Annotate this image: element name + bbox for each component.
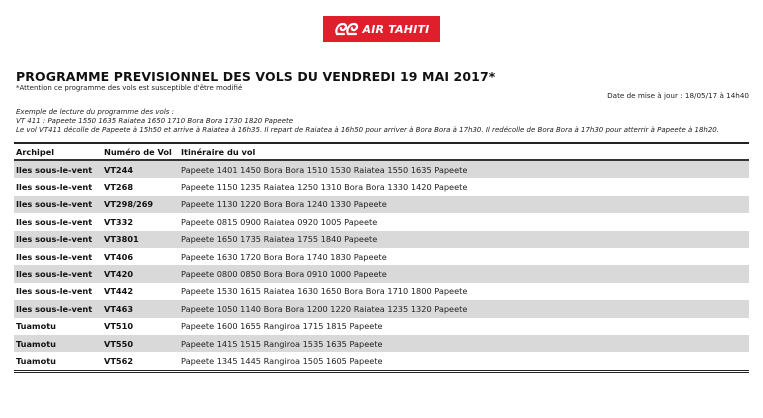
- archipel-cell: Tuamotu: [16, 355, 56, 366]
- table-row: [14, 160, 749, 178]
- air-tahiti-logo-mark-icon: [334, 21, 360, 37]
- itinerary-cell: Papeete 1130 1220 Bora Bora 1240 1330 Papeete: [181, 199, 387, 210]
- archipel-cell: Iles sous-le-vent: [16, 234, 93, 245]
- flight-number-cell: VT463: [104, 303, 134, 314]
- page-title: PROGRAMME PREVISIONNEL DES VOLS DU VENDREDI 19 MAI 2017*: [16, 69, 496, 84]
- table-row: [14, 213, 749, 230]
- column-header-itinerary: Itinéraire du vol: [181, 146, 256, 157]
- flight-number-cell: VT550: [104, 338, 134, 349]
- itinerary-cell: Papeete 0815 0900 Raiatea 0920 1005 Papeete: [181, 216, 378, 227]
- column-header-archipel: Archipel: [16, 146, 55, 157]
- flight-number-cell: VT298/269: [104, 199, 154, 210]
- archipel-cell: Iles sous-le-vent: [16, 182, 93, 193]
- flight-number-cell: VT268: [104, 182, 134, 193]
- table-row: [14, 265, 749, 282]
- table-row: [14, 335, 749, 352]
- example-heading: Exemple de lecture du programme des vols :: [16, 108, 174, 116]
- itinerary-cell: Papeete 0800 0850 Bora Bora 0910 1000 Papeete: [181, 269, 387, 280]
- flight-number-cell: VT420: [104, 269, 134, 280]
- column-header-flight-number: Numéro de Vol: [104, 146, 172, 157]
- archipel-cell: Iles sous-le-vent: [16, 303, 93, 314]
- archipel-cell: Iles sous-le-vent: [16, 251, 93, 262]
- disclaimer-note: *Attention ce programme des vols est susceptible d'être modifié: [16, 84, 243, 92]
- example-explanation: Le vol VT411 décolle de Papeete à 15h50 et arrive à Raiatea à 16h35. Il repart de Raiatea à 16h50 pour arriver à Bora Bora à 17h30. Il redécolle de Bora Bora à 17h30 pour atterrir à Papeete à 18h20.: [16, 126, 719, 134]
- archipel-cell: Iles sous-le-vent: [16, 164, 93, 175]
- table-row: [14, 283, 749, 300]
- archipel-cell: Iles sous-le-vent: [16, 199, 93, 210]
- archipel-cell: Iles sous-le-vent: [16, 286, 93, 297]
- table-row: [14, 248, 749, 265]
- table-row: [14, 300, 749, 317]
- logo-text: AIR TAHITI: [362, 22, 430, 36]
- table-row: [14, 352, 749, 371]
- flight-number-cell: VT510: [104, 321, 134, 332]
- flight-number-cell: VT562: [104, 355, 134, 366]
- example-itinerary: VT 411 : Papeete 1550 1635 Raiatea 1650 1710 Bora Bora 1730 1820 Papeete: [16, 117, 294, 125]
- flight-number-cell: VT442: [104, 286, 134, 297]
- table-row: [14, 196, 749, 213]
- itinerary-cell: Papeete 1401 1450 Bora Bora 1510 1530 Raiatea 1550 1635 Papeete: [181, 164, 468, 175]
- flight-schedule-table: [14, 142, 749, 373]
- archipel-cell: Iles sous-le-vent: [16, 216, 93, 227]
- archipel-cell: Tuamotu: [16, 338, 56, 349]
- archipel-cell: Iles sous-le-vent: [16, 269, 93, 280]
- itinerary-cell: Papeete 1650 1735 Raiatea 1755 1840 Papeete: [181, 234, 378, 245]
- itinerary-cell: Papeete 1150 1235 Raiatea 1250 1310 Bora Bora 1330 1420 Papeete: [181, 182, 468, 193]
- flight-number-cell: VT332: [104, 216, 134, 227]
- flight-number-cell: VT3801: [104, 234, 139, 245]
- itinerary-cell: Papeete 1530 1615 Raiatea 1630 1650 Bora Bora 1710 1800 Papeete: [181, 286, 468, 297]
- flight-number-cell: VT244: [104, 164, 134, 175]
- itinerary-cell: Papeete 1345 1445 Rangiroa 1505 1605 Papeete: [181, 355, 383, 366]
- itinerary-cell: Papeete 1415 1515 Rangiroa 1535 1635 Papeete: [181, 338, 383, 349]
- table-row: [14, 318, 749, 335]
- table-row: [14, 231, 749, 248]
- table-header-row: [14, 143, 749, 160]
- reading-example: [16, 108, 719, 135]
- archipel-cell: Tuamotu: [16, 321, 56, 332]
- itinerary-cell: Papeete 1050 1140 Bora Bora 1200 1220 Raiatea 1235 1320 Papeete: [181, 303, 468, 314]
- itinerary-cell: Papeete 1630 1720 Bora Bora 1740 1830 Papeete: [181, 251, 387, 262]
- itinerary-cell: Papeete 1600 1655 Rangiroa 1715 1815 Papeete: [181, 321, 383, 332]
- flight-number-cell: VT406: [104, 251, 134, 262]
- table-row: [14, 178, 749, 195]
- air-tahiti-logo: [323, 16, 440, 42]
- update-date: Date de mise à jour : 18/05/17 à 14h40: [607, 91, 749, 100]
